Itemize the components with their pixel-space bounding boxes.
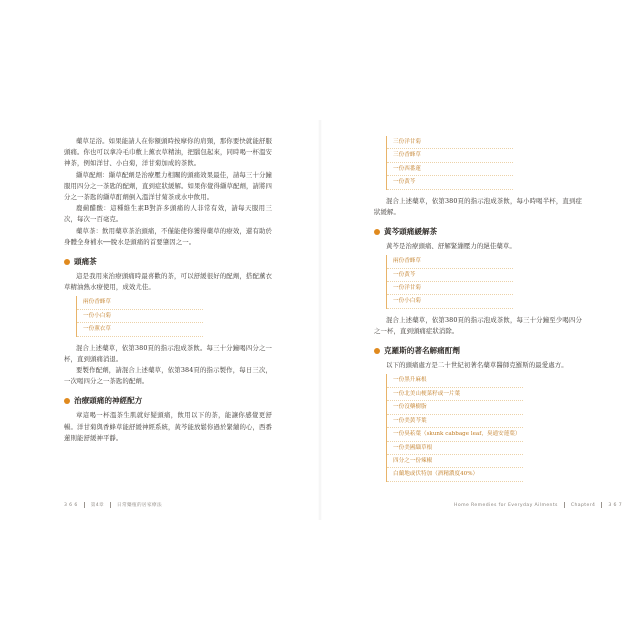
bullet-dot-icon	[374, 348, 380, 354]
bullet-dot-icon	[64, 398, 70, 404]
paragraph: 鹿薊醋酸：這種維生素B對許多頭痛的人非常有效，請每天服用三次，每次一百毫克。	[64, 204, 272, 224]
heading-text: 克羅斯的著名解痛酊劑	[384, 346, 460, 356]
section-heading	[64, 395, 272, 406]
heading-text: 頭痛茶	[74, 257, 97, 267]
list-item: 一份黃芩	[387, 176, 513, 189]
book-title: 日常藥植的居家療法	[117, 503, 162, 508]
chapter-label: 第4章	[90, 503, 105, 508]
list-item: 兩份香蜂草	[387, 255, 513, 268]
chapter-label-en: Chapter4	[570, 502, 596, 508]
page-number: 3 6 7	[608, 502, 623, 508]
page-footer	[64, 502, 162, 508]
list-item: 一份黃芩	[387, 269, 513, 282]
paragraph: 藥草茶：飲用藥草茶治頭痛，不僅能使你獲得藥草的療效，還有助於身體全身補水──脫水是頭痛的首要肇因之一。	[64, 226, 272, 246]
list-item: 三份香蜂草	[387, 149, 513, 162]
footer-divider	[601, 502, 602, 508]
right-page	[320, 0, 640, 640]
paragraph: 混合上述藥草，依第380頁的指示泡成茶飲。每三十分鐘喝四分之一杯，直到頭痛消退。	[64, 343, 272, 363]
page-footer	[454, 502, 622, 508]
list-item: 一份黑升麻根	[387, 374, 523, 387]
bullet-dot-icon	[64, 259, 70, 265]
list-item: 白蘭地或伏特加（酒精濃度40%）	[387, 468, 523, 481]
page-number: 3 6 6	[64, 502, 78, 508]
heading-text: 黃芩頭痛緩解茶	[384, 227, 438, 237]
paragraph: 要製作配劑，請混合上述藥草，依第384頁的指示製作，每日三次，一次喝四分之一茶匙的配劑。	[64, 366, 272, 386]
list-item: 一份薰衣草	[77, 323, 203, 336]
list-item: 一份臭菘葉（skunk cabbage leaf，臭通安蓮葉）	[387, 428, 523, 441]
list-item: 三份洋甘菊	[387, 136, 513, 149]
list-item: 四分之一份辣椒	[387, 455, 523, 468]
paragraph: 黃芩是治療頭痛、舒解緊繃壓力的絕佳藥草。	[386, 242, 516, 251]
list-item: 一份沒藥樹脂	[387, 401, 523, 414]
list-item: 一份小白菊	[387, 295, 513, 308]
section-heading	[64, 256, 272, 267]
list-item: 一份美黃芩葉	[387, 415, 523, 428]
bullet-dot-icon	[374, 229, 380, 235]
paragraph: 章這喝一杯溫茶生肌就好疑頭痛，飲用以下的茶，能讓你感覺更舒暢。洋甘菊與香蜂草能舒緩神經系統，黃芩能放鬆你過於緊繃的心，西番蓮則能舒緩神平靜。	[64, 411, 272, 442]
paragraph: 混合上述藥草，依第380頁的指示泡成茶飲，每小時喝半杯，直到症狀緩解。	[374, 196, 582, 216]
book-title-en: Home Remedies for Everyday Ailments	[454, 502, 558, 508]
list-item: 一份北美山梗菜籽或一片葉	[387, 388, 523, 401]
list-item: 一份西番蓮	[387, 163, 513, 176]
right-column	[374, 136, 582, 488]
paragraph: 這是我用來治療頭痛時最喜歡的茶，可以舒緩很好的配劑，搭配薰衣草精油熱水療使用，成效尤佳。	[64, 272, 272, 292]
heading-text: 治療頭痛的神經配方	[74, 396, 143, 406]
list-item: 一份小白菊	[77, 310, 203, 323]
footer-divider	[110, 502, 111, 508]
list-item: 一份洋甘菊	[387, 282, 513, 295]
section-heading	[374, 345, 582, 356]
list-item: 一份美國纈草根	[387, 442, 523, 455]
section-heading	[374, 226, 582, 237]
ingredient-list	[386, 136, 582, 190]
list-item: 兩份香蜂草	[77, 296, 203, 309]
footer-divider	[84, 502, 85, 508]
paragraph: 纈草配劑：纈草配劑是治療壓力相關的頭痛效果最佳，請每三十分鐘服用四分之一茶匙的配劑，直到症狀緩解。如果你覺得纈草配劑，請將四分之一茶匙的纈草酊劑倒入溫洋甘菊茶或水中飲用。	[64, 170, 272, 202]
paragraph: 藥草足浴。如果能請人在你額頭時按摩你的肩頸，那你要快就能舒服頭痛。你也可以拿冷毛巾敷上薰衣草精油，把腦包起來，同時喝一杯溫安神茶，例如洋甘、小白菊，洋甘菊加成的茶飲。	[64, 137, 272, 168]
footer-divider	[564, 502, 565, 508]
ingredient-list	[386, 374, 582, 481]
ingredient-list	[386, 255, 582, 309]
paragraph: 以下的頭痛處方是二十世紀初著名藥草醫師克羅斯的最愛處方。	[386, 361, 568, 370]
ingredient-list	[76, 296, 272, 336]
left-column	[64, 136, 272, 444]
paragraph: 混合上述藥草，依第380頁的指示泡成茶飲，每三十分鐘至少喝四分之一杯，直到頭痛症狀消除。	[374, 315, 582, 336]
